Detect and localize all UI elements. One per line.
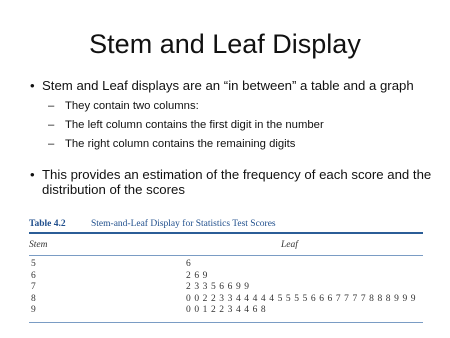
leaf-cell: 2 3 3 5 6 6 9 9 bbox=[186, 282, 250, 293]
stem-cell: 5 bbox=[31, 259, 36, 269]
table-top-rule bbox=[29, 232, 423, 234]
stem-cell: 6 bbox=[31, 270, 36, 281]
stem-column-header: Stem bbox=[29, 240, 48, 250]
leaf-cell: 6 bbox=[186, 259, 192, 269]
table-row bbox=[29, 305, 423, 317]
sub-bullet-text: The right column contains the remaining digits bbox=[65, 138, 296, 150]
sub-bullet-item bbox=[48, 135, 440, 154]
table-caption-text: Stem-and-Leaf Display for Statistics Test Scores bbox=[91, 219, 276, 229]
stem-cell: 8 bbox=[31, 293, 36, 304]
sub-bullet-item bbox=[48, 116, 440, 135]
table-body bbox=[29, 259, 423, 317]
table-row bbox=[29, 271, 423, 283]
table-row bbox=[29, 282, 423, 294]
sub-bullet-dash: – bbox=[48, 138, 55, 150]
bullet-text: Stem and Leaf displays are an “in between” a table and a graph bbox=[42, 78, 414, 93]
sub-bullet-dash: – bbox=[48, 119, 55, 131]
table-row bbox=[29, 259, 423, 271]
stem-cell: 7 bbox=[31, 282, 36, 293]
table-caption bbox=[29, 219, 423, 229]
sub-bullet-list bbox=[48, 97, 440, 154]
table-row bbox=[29, 294, 423, 306]
leaf-column-header: Leaf bbox=[281, 240, 298, 250]
table-header-rule bbox=[29, 255, 423, 256]
bullet-item bbox=[30, 167, 440, 197]
table-bottom-rule bbox=[29, 322, 423, 323]
leaf-cell: 0 0 1 2 2 3 4 4 6 8 bbox=[186, 305, 267, 316]
sub-bullet-text: They contain two columns: bbox=[65, 100, 199, 112]
bullet-list bbox=[30, 78, 440, 197]
sub-bullet-item bbox=[48, 97, 440, 116]
leaf-cell: 0 0 2 2 3 3 4 4 4 4 4 5 5 5 5 6 6 6 7 7 7 7 8 8 8 9 9 9 bbox=[186, 293, 417, 304]
bullet-text: This provides an estimation of the frequency of each score and the distribution of the scores bbox=[42, 167, 432, 197]
leaf-cell: 2 6 9 bbox=[186, 270, 208, 281]
stem-leaf-table bbox=[29, 215, 423, 323]
slide-title: Stem and Leaf Display bbox=[89, 29, 361, 59]
table-label: Table 4.2 bbox=[29, 219, 66, 229]
bullet-dot: • bbox=[30, 78, 35, 93]
bullet-item bbox=[30, 78, 440, 93]
stem-cell: 9 bbox=[31, 305, 36, 316]
bullet-dot: • bbox=[30, 167, 35, 182]
sub-bullet-text: The left column contains the first digit in the number bbox=[65, 119, 324, 131]
sub-bullet-dash: – bbox=[48, 100, 55, 112]
